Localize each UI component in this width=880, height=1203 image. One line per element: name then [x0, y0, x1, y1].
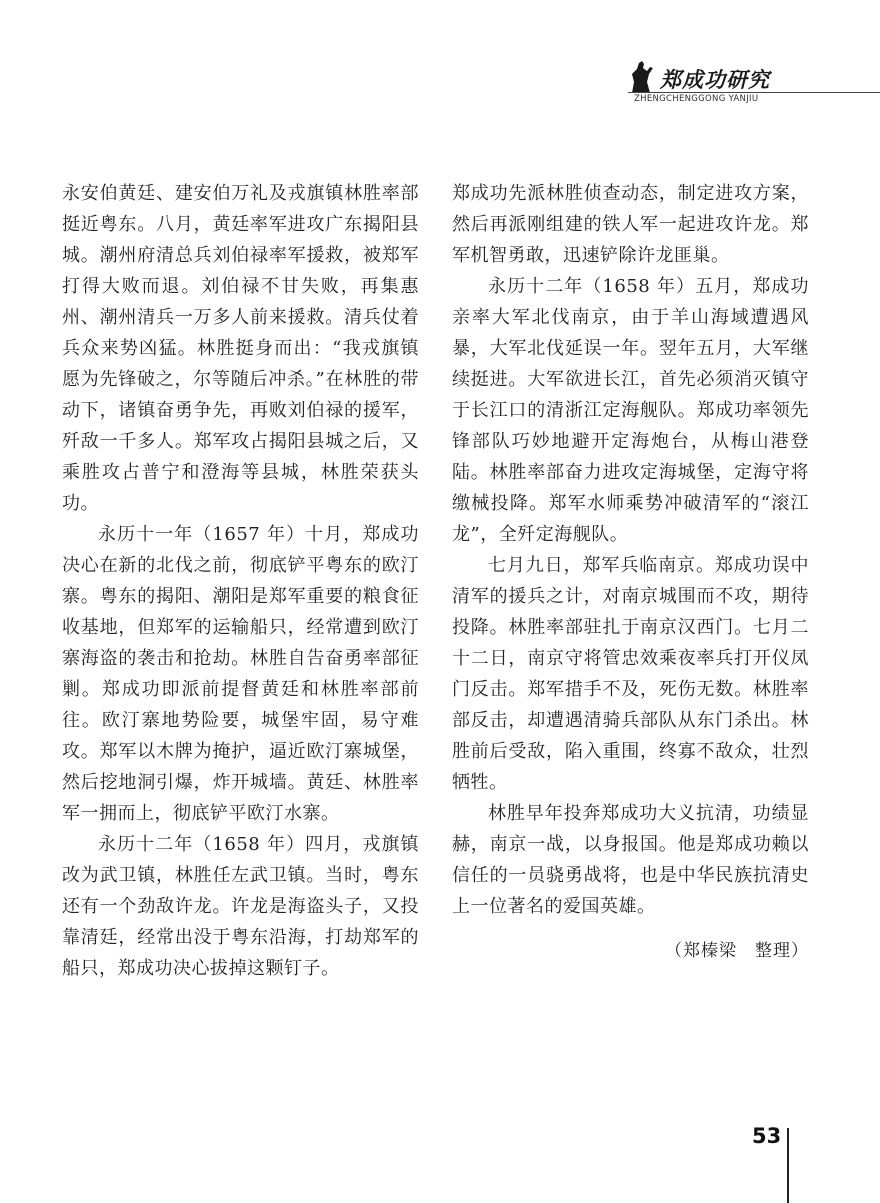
running-header	[628, 58, 880, 108]
page-number: 53	[752, 1124, 782, 1148]
paragraph: 永历十二年（1658 年）四月，戎旗镇改为武卫镇，林胜任左武卫镇。当时，粤东还有一个劲敌许龙。许龙是海盗头子，又投靠清廷，经常出没于粤东沿海，打劫郑军的船只，郑成功决心拔掉这颗钉子。	[62, 834, 419, 979]
page-number-rule	[787, 1128, 789, 1203]
header-rule	[628, 92, 880, 93]
journal-title: 郑成功研究	[660, 67, 770, 92]
paragraph: 永历十二年（1658 年）五月，郑成功亲率大军北伐南京，由于羊山海域遭遇风暴，大军北伐延误一年。翌年五月，大军继续挺进。大军欲进长江，首先必须消灭镇守于长江口的清浙江定海舰队。郑成功率领先锋部队巧妙地避开定海炮台，从梅山港登陆。林胜率部奋力进攻定海城堡，定海守将缴械投降。郑军水师乘势冲破清军的“滚江龙”，全歼定海舰队。	[452, 276, 809, 545]
paragraph: 七月九日，郑军兵临南京。郑成功误中清军的援兵之计，对南京城围而不攻，期待投降。林胜率部驻扎于南京汉西门。七月二十二日，南京守将管忠效乘夜率兵打开仪凤门反击。郑军措手不及，死伤无数。林胜率部反击，却遭遇清骑兵部队从东门杀出。林胜前后受敌，陷入重围，终寡不敌众，壮烈牺牲。	[452, 555, 809, 793]
journal-subtitle: ZHENGCHENGGONG YANJIU	[634, 94, 759, 104]
paragraph-continued: 郑成功先派林胜侦查动态，制定进攻方案，然后再派刚组建的铁人军一起进攻许龙。郑军机智勇敢，迅速铲除许龙匪巢。	[452, 183, 809, 266]
left-column	[62, 178, 419, 984]
statue-logo-icon	[628, 60, 658, 94]
paragraph-continued: 永安伯黄廷、建安伯万礼及戎旗镇林胜率部挺近粤东。八月，黄廷率军进攻广东揭阳县城。潮州府清总兵刘伯禄率军援救，被郑军打得大败而退。刘伯禄不甘失败，再集惠州、潮州清兵一万多人前来援救。清兵仗着兵众来势凶猛。林胜挺身而出：“我戎旗镇愿为先锋破之，尔等随后冲杀。”在林胜的带动下，诸镇奋勇争先，再败刘伯禄的援军，歼敌一千多人。郑军攻占揭阳县城之后，又乘胜攻占普宁和澄海等县城，林胜荣获头功。	[62, 183, 419, 514]
paragraph: 林胜早年投奔郑成功大义抗清，功绩显赫，南京一战，以身报国。他是郑成功赖以信任的一员骁勇战将，也是中华民族抗清史上一位著名的爱国英雄。	[452, 803, 809, 917]
paragraph: 永历十一年（1657 年）十月，郑成功决心在新的北伐之前，彻底铲平粤东的欧汀寨。粤东的揭阳、潮阳是郑军重要的粮食征收基地，但郑军的运输船只，经常遭到欧汀寨海盗的袭击和抢劫。林胜自告奋勇率部征剿。郑成功即派前提督黄廷和林胜率部前往。欧汀寨地势险要，城堡牢固，易守难攻。郑军以木牌为掩护，逼近欧汀寨城堡，然后挖地洞引爆，炸开城墙。黄廷、林胜率军一拥而上，彻底铲平欧汀水寨。	[62, 524, 419, 824]
right-column	[452, 178, 809, 961]
author-credit: （郑榛梁 整理）	[665, 941, 809, 961]
